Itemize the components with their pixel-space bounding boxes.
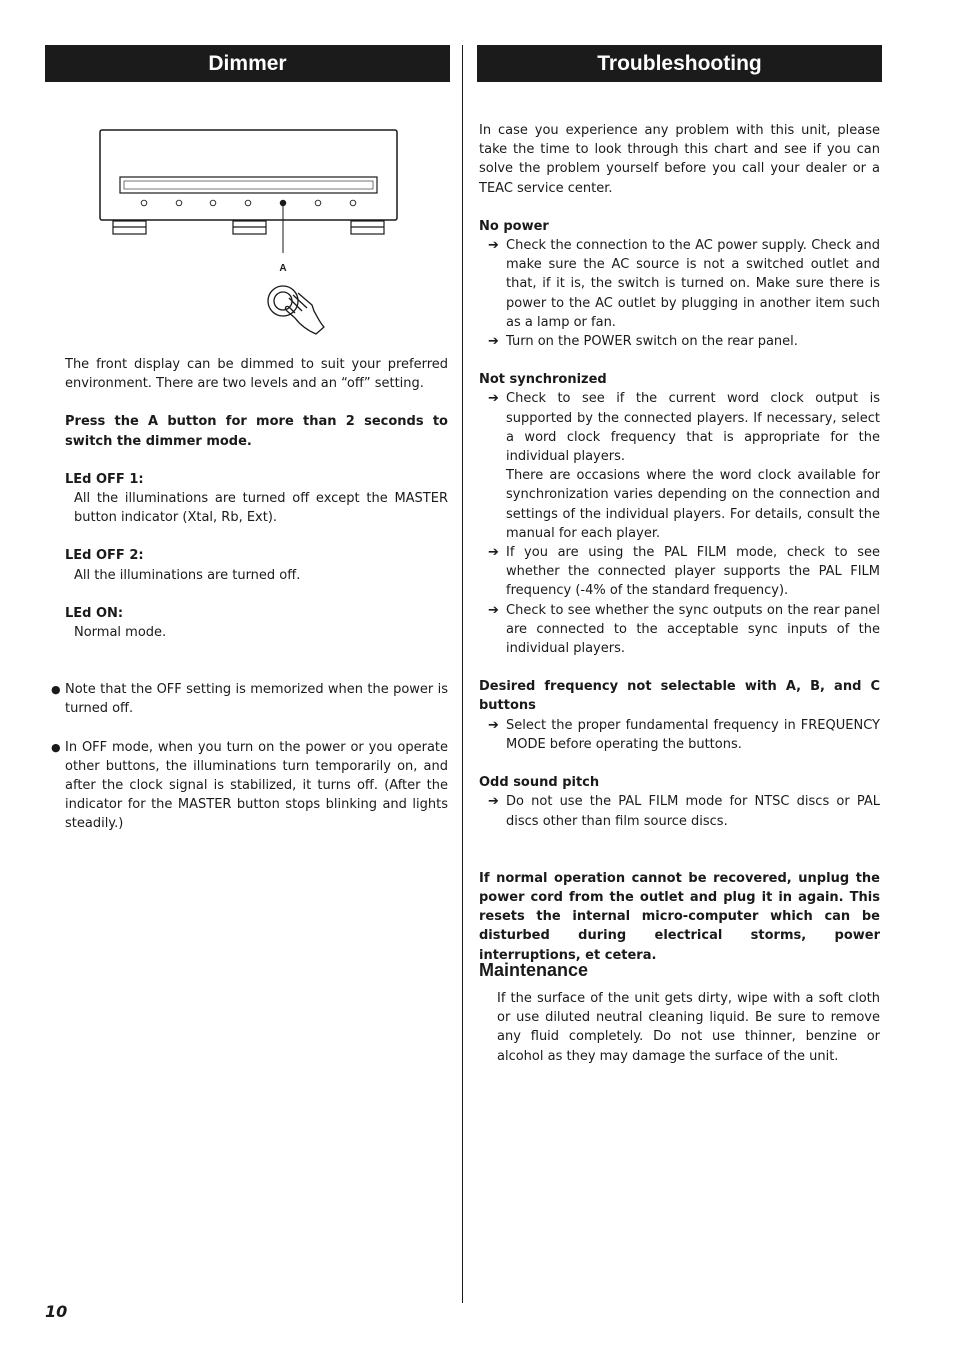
- solution-continuation: There are occasions where the word clock available for synchronization varies depending on the connection and settings of the individual players. For details, consult the manual for each player.: [506, 468, 880, 541]
- arrow-right-icon: ➔: [488, 794, 499, 810]
- device-body: [100, 130, 397, 220]
- column-divider: [462, 45, 463, 1303]
- solution-item: ➔ Do not use the PAL FILM mode for NTSC discs or PAL discs other than film source discs.: [488, 794, 880, 829]
- solution-item: ➔ Check the connection to the AC power supply. Check and make sure the AC source is not a switched outlet and that, if it is, the switch is turned on. Make sure there is power to the AC outlet by plugging in another item such as a lamp or fan.: [488, 238, 880, 330]
- device-display: [120, 177, 377, 193]
- dimmer-instruction: Press the A button for more than 2 seconds to switch the dimmer mode.: [65, 414, 448, 449]
- arrow-right-icon: ➔: [488, 602, 499, 618]
- maintenance-text: If the surface of the unit gets dirty, wipe with a soft cloth or use diluted neutral cleaning liquid. Be sure to remove any fluid completely. Do not use thinner, benzine or alcohol as they may damage the surface of the unit.: [497, 991, 880, 1064]
- device-front-panel-illustration: [95, 125, 405, 340]
- arrow-right-icon: ➔: [488, 391, 499, 407]
- arrow-right-icon: ➔: [488, 334, 499, 350]
- arrow-right-icon: ➔: [488, 717, 499, 733]
- solution-item: ➔ Turn on the POWER switch on the rear panel.: [479, 332, 880, 351]
- solution-item: ➔ Select the proper fundamental frequency in FREQUENCY MODE before operating the buttons.: [488, 717, 880, 752]
- mode-led-off-2-desc: All the illuminations are turned off.: [74, 567, 301, 583]
- pressing-hand-icon: [268, 286, 324, 334]
- troubleshooting-section-title: Troubleshooting: [477, 45, 882, 82]
- problem-title: Odd sound pitch: [479, 775, 600, 791]
- mode-led-on-desc: Normal mode.: [74, 625, 167, 641]
- troubleshooting-body: [479, 121, 880, 965]
- arrow-right-icon: ➔: [488, 238, 499, 254]
- dimmer-section-title: Dimmer: [45, 45, 450, 82]
- maintenance-title: Maintenance: [479, 960, 589, 980]
- dimmer-body: [51, 355, 448, 834]
- device-feet: [113, 221, 384, 234]
- solution-item: ➔ Check to see if the current word clock output is supported by the connected players. If necessary, select a word clock frequency that is appropriate for the individual players.: [488, 391, 880, 465]
- mode-led-off-1-name: LEd OFF 1:: [65, 471, 144, 487]
- mode-led-off-1-desc: All the illuminations are turned off except the MASTER button indicator (Xtal, Rb, Ext).: [74, 491, 448, 526]
- reset-note: If normal operation cannot be recovered, unplug the power cord from the outlet and plug it in again. This resets the internal micro-computer which can be disturbed during electrical storms, power interruptions, et cetera.: [479, 870, 880, 963]
- problem-title: Desired frequency not selectable with A, B, and C buttons: [479, 679, 880, 714]
- bullet-icon: ●: [51, 683, 61, 697]
- page-number: 10: [45, 1302, 68, 1321]
- solution-item: ➔ Check to see whether the sync outputs on the rear panel are connected to the acceptable sync inputs of the individual players.: [488, 602, 880, 657]
- mode-led-on-name: LEd ON:: [65, 605, 124, 621]
- problem-title: No power: [479, 218, 549, 234]
- mode-led-off-2-name: LEd OFF 2:: [65, 548, 144, 564]
- note-item: ● Note that the OFF setting is memorized when the power is turned off.: [51, 682, 448, 717]
- troubleshooting-intro: In case you experience any problem with this unit, please take the time to look through this chart and see if you can solve the problem yourself before you call your dealer or a TEAC service center.: [479, 123, 880, 196]
- figure-label-a: A: [279, 263, 287, 274]
- dimmer-intro: The front display can be dimmed to suit your preferred environment. There are two levels and an “off” setting.: [65, 357, 448, 392]
- arrow-right-icon: ➔: [488, 545, 499, 561]
- bullet-icon: ●: [51, 740, 61, 754]
- problem-title: Not synchronized: [479, 372, 607, 388]
- solution-item: ➔ If you are using the PAL FILM mode, check to see whether the connected player supports the PAL FILM frequency (-4% of the standard frequency).: [488, 545, 880, 599]
- note-item: ● In OFF mode, when you turn on the power or you operate other buttons, the illuminations turn temporarily on, and after the clock signal is stabilized, it turns off. (After the indicator for the MASTER button stops blinking and lights steadily.): [51, 739, 448, 832]
